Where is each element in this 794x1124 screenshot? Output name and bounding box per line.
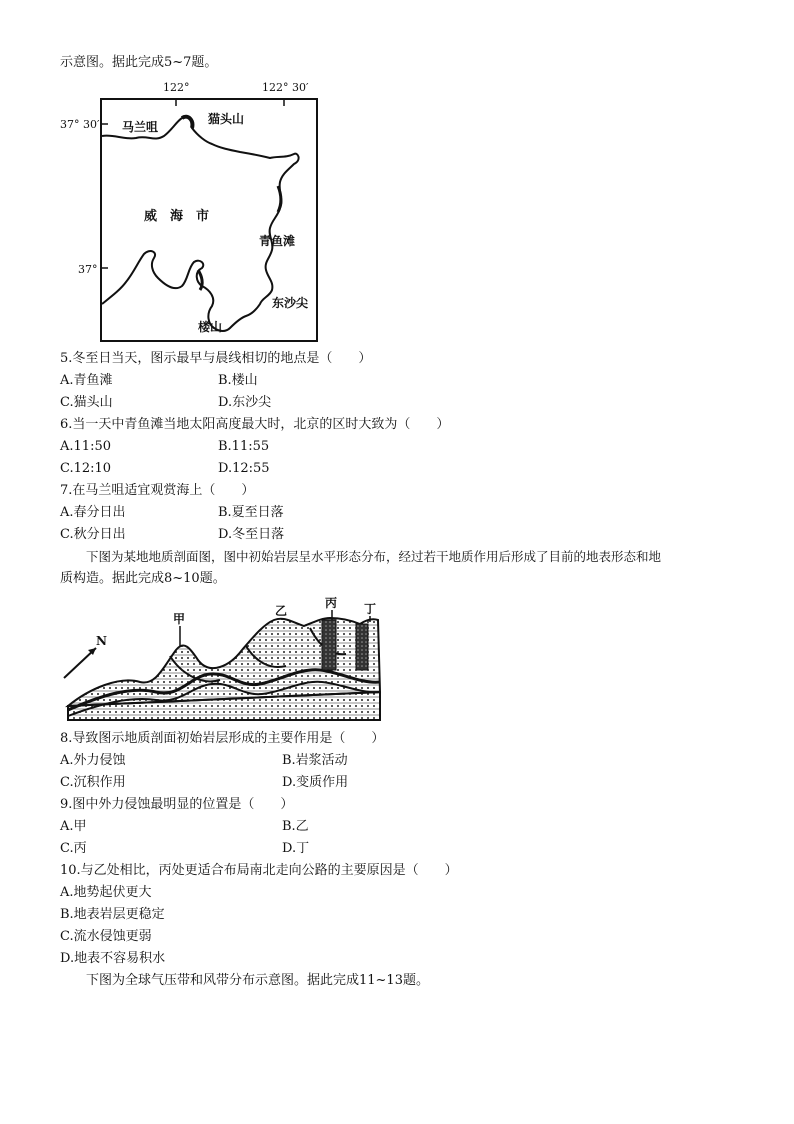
q9-option-d[interactable]: D.丁 — [282, 841, 310, 856]
q6-option-b[interactable]: B.11:55 — [218, 439, 270, 454]
q7-stem: 7.在马兰咀适宜观赏海上（ ） — [60, 483, 255, 498]
q6-option-a[interactable]: A.11:50 — [60, 439, 111, 454]
q9-option-b[interactable]: B.乙 — [282, 819, 309, 834]
q8-option-d[interactable]: D.变质作用 — [282, 775, 349, 790]
q9-option-a[interactable]: A.甲 — [60, 819, 87, 834]
q7-option-d[interactable]: D.冬至日落 — [218, 527, 285, 542]
q5-option-c[interactable]: C.猫头山 — [60, 395, 113, 410]
q10-option-c[interactable]: C.流水侵蚀更弱 — [60, 929, 152, 944]
label-ding: 丁 — [364, 602, 377, 616]
place-weihaishi: 威 海 市 — [144, 209, 210, 224]
lat-tick-37: 37° — [78, 263, 98, 276]
q9-option-c[interactable]: C.丙 — [60, 841, 87, 856]
intro-11-13: 下图为全球气压带和风带分布示意图。据此完成11~13题。 — [86, 973, 429, 988]
q6-stem: 6.当一天中青鱼滩当地太阳高度最大时，北京的区时大致为（ ） — [60, 417, 450, 432]
q5-option-b[interactable]: B.楼山 — [218, 373, 258, 388]
q8-option-c[interactable]: C.沉积作用 — [60, 775, 126, 790]
q7-option-b[interactable]: B.夏至日落 — [218, 505, 284, 520]
q8-stem: 8.导致图示地质剖面初始岩层形成的主要作用是（ ） — [60, 731, 385, 746]
place-dongshajian: 东沙尖 — [272, 296, 309, 310]
q10-option-a[interactable]: A.地势起伏更大 — [60, 885, 152, 900]
profile-drawing — [60, 596, 390, 724]
intro-8-10-line2: 质构造。据此完成8~10题。 — [60, 571, 226, 586]
q10-stem: 10.与乙处相比，丙处更适合布局南北走向公路的主要原因是（ ） — [60, 863, 458, 878]
label-bing: 丙 — [325, 596, 338, 610]
lat-tick-37-30: 37° 30′ — [60, 118, 100, 131]
place-maotoushan: 猫头山 — [208, 112, 245, 126]
q10-option-d[interactable]: D.地表不容易积水 — [60, 951, 166, 966]
q6-option-c[interactable]: C.12:10 — [60, 461, 112, 476]
label-yi: 乙 — [275, 604, 288, 618]
q7-option-c[interactable]: C.秋分日出 — [60, 527, 126, 542]
lon-tick-122: 122° — [163, 81, 190, 94]
place-qingyutan: 青鱼滩 — [259, 234, 296, 248]
q7-option-a[interactable]: A.春分日出 — [60, 505, 126, 520]
q9-stem: 9.图中外力侵蚀最明显的位置是（ ） — [60, 797, 294, 812]
q10-option-b[interactable]: B.地表岩层更稳定 — [60, 907, 165, 922]
place-loushan: 楼山 — [198, 320, 223, 334]
q5-option-a[interactable]: A.青鱼滩 — [60, 373, 113, 388]
map-frame — [100, 98, 318, 342]
intro-8-10-line1: 下图为某地地质剖面图，图中初始岩层呈水平形态分布，经过若干地质作用后形成了目前的地表形态和地 — [86, 549, 662, 564]
q5-option-d[interactable]: D.东沙尖 — [218, 395, 272, 410]
place-malanju: 马兰咀 — [122, 120, 159, 134]
q8-option-b[interactable]: B.岩浆活动 — [282, 753, 348, 768]
intro-5-7: 示意图。据此完成5~7题。 — [60, 55, 218, 70]
q5-stem: 5.冬至日当天，图示最早与晨线相切的地点是（ ） — [60, 351, 372, 366]
lon-tick-122-30: 122° 30′ — [262, 81, 309, 94]
north-label: N — [96, 634, 107, 648]
q8-option-a[interactable]: A.外力侵蚀 — [60, 753, 126, 768]
label-jia: 甲 — [173, 612, 186, 626]
q6-option-d[interactable]: D.12:55 — [218, 461, 270, 476]
geologic-profile-figure — [60, 596, 390, 724]
